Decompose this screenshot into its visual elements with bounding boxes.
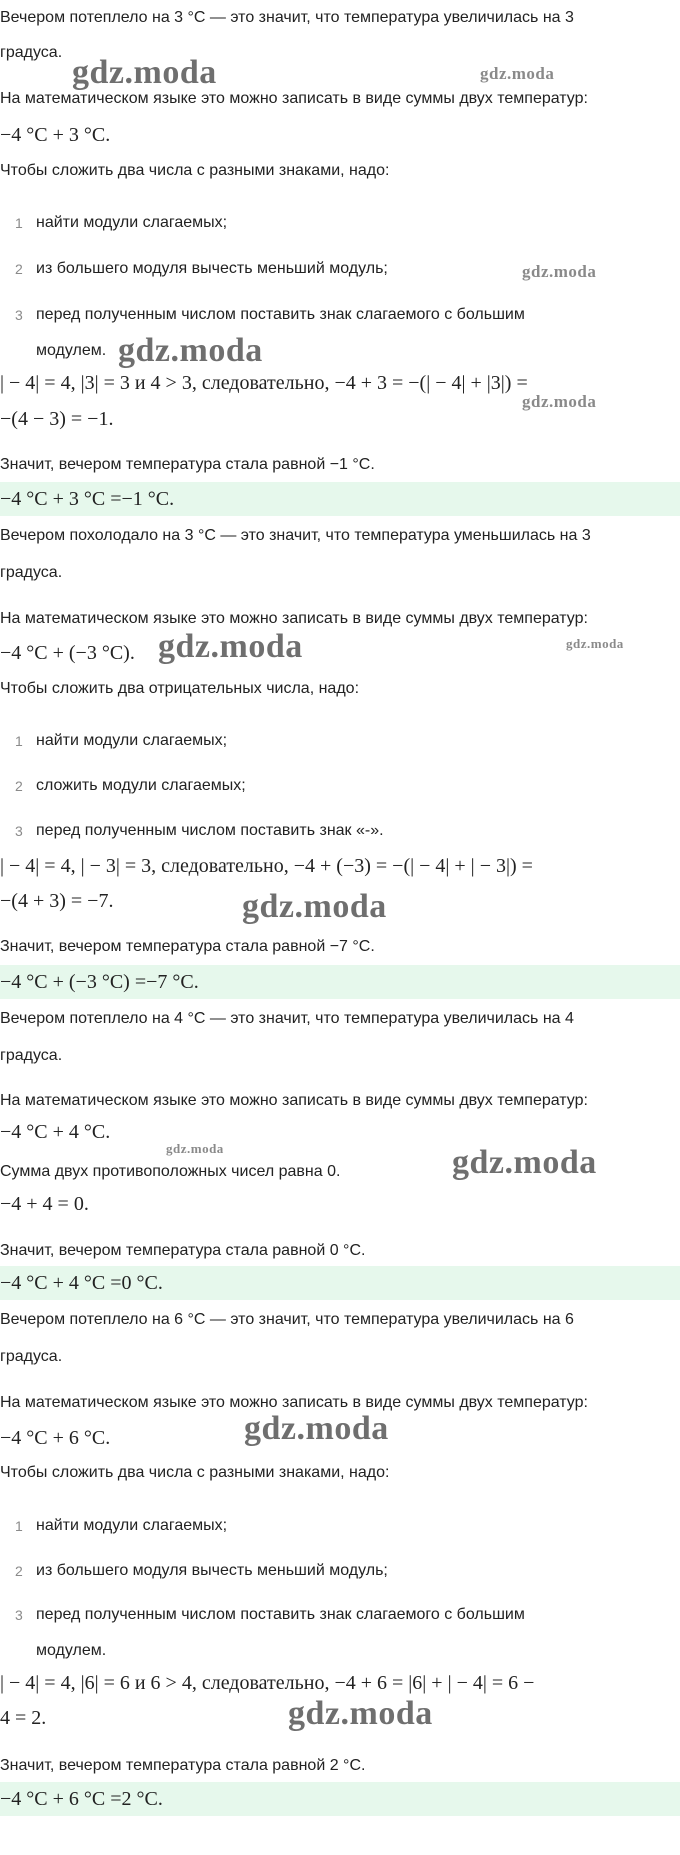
list-number: 2: [15, 778, 23, 794]
calculation-line: | − 4| = 4, | − 3| = 3, следовательно, −4 + (−3) = −(| − 4| + | − 3|) =: [0, 855, 533, 877]
calculation-line: −(4 + 3) = −7.: [0, 890, 114, 912]
math-expression: −4 °C + 4 °C.: [0, 1121, 111, 1143]
watermark: gdz.moda: [452, 1144, 597, 1181]
list-item: перед полученным числом поставить знак слагаемого с большим: [36, 1606, 525, 1623]
watermark: gdz.moda: [244, 1410, 389, 1447]
math-expression: −4 °C + (−3 °C).: [0, 642, 135, 664]
watermark: gdz.moda: [158, 628, 303, 665]
paragraph-weather-change-cont: градуса.: [0, 564, 63, 581]
rule-text: Чтобы сложить два отрицательных числа, надо:: [0, 680, 360, 697]
calculation-line: −4 + 4 = 0.: [0, 1193, 89, 1215]
list-item: найти модули слагаемых;: [36, 214, 228, 231]
answer-highlight: [0, 965, 680, 999]
answer-text: −4 °C + 6 °C =2 °C.: [0, 1788, 163, 1810]
list-item-cont: модулем.: [36, 1642, 107, 1659]
list-number: 3: [15, 1607, 23, 1623]
paragraph-math-sum: На математическом языке это можно записать в виде суммы двух температур:: [0, 610, 588, 627]
answer-highlight: [0, 1266, 680, 1300]
paragraph-math-sum: На математическом языке это можно записать в виде суммы двух температур:: [0, 1394, 588, 1411]
paragraph-weather-change-cont: градуса.: [0, 1348, 63, 1365]
list-item: найти модули слагаемых;: [36, 732, 228, 749]
calculation-line: | − 4| = 4, |3| = 3 и 4 > 3, следовательно, −4 + 3 = −(| − 4| + |3|) =: [0, 372, 528, 394]
paragraph-math-sum: На математическом языке это можно записать в виде суммы двух температур:: [0, 1092, 588, 1109]
paragraph-weather-change-cont: градуса.: [0, 1047, 63, 1064]
list-number: 1: [15, 1518, 23, 1534]
rule-text: Сумма двух противоположных чисел равна 0.: [0, 1163, 341, 1180]
calculation-line: 4 = 2.: [0, 1707, 47, 1729]
paragraph-weather-change: Вечером потеплело на 3 °C — это значит, что температура увеличилась на 3: [0, 9, 574, 26]
paragraph-weather-change: Вечером потеплело на 4 °C — это значит, что температура увеличилась на 4: [0, 1010, 574, 1027]
list-item: найти модули слагаемых;: [36, 1517, 228, 1534]
list-number: 1: [15, 733, 23, 749]
watermark: gdz.moda: [118, 332, 263, 369]
list-number: 1: [15, 215, 23, 231]
watermark: gdz.moda: [288, 1695, 433, 1732]
conclusion-text: Значит, вечером температура стала равной −7 °C.: [0, 938, 375, 955]
list-item: перед полученным числом поставить знак слагаемого с большим: [36, 306, 525, 323]
conclusion-text: Значит, вечером температура стала равной −1 °C.: [0, 456, 375, 473]
conclusion-text: Значит, вечером температура стала равной 2 °C.: [0, 1757, 366, 1774]
list-item: из большего модуля вычесть меньший модуль;: [36, 1562, 388, 1579]
paragraph-weather-change: Вечером похолодало на 3 °C — это значит, что температура уменьшилась на 3: [0, 527, 591, 544]
paragraph-weather-change: Вечером потеплело на 6 °C — это значит, что температура увеличилась на 6: [0, 1311, 574, 1328]
answer-highlight: [0, 1782, 680, 1816]
answer-text: −4 °C + 4 °C =0 °C.: [0, 1272, 163, 1294]
watermark: gdz.moda: [72, 54, 217, 91]
calculation-line: | − 4| = 4, |6| = 6 и 6 > 4, следовательно, −4 + 6 = |6| + | − 4| = 6 −: [0, 1672, 535, 1694]
list-number: 3: [15, 823, 23, 839]
watermark: gdz.moda: [480, 64, 555, 83]
watermark: gdz.moda: [242, 888, 387, 925]
list-item-cont: модулем.: [36, 342, 107, 359]
watermark: gdz.moda: [566, 636, 624, 651]
answer-highlight: [0, 482, 680, 516]
list-item: сложить модули слагаемых;: [36, 777, 246, 794]
rule-text: Чтобы сложить два числа с разными знаками, надо:: [0, 1464, 390, 1481]
list-item: перед полученным числом поставить знак «-».: [36, 822, 384, 839]
answer-text: −4 °C + (−3 °C) =−7 °C.: [0, 971, 199, 993]
answer-text: −4 °C + 3 °C =−1 °C.: [0, 488, 175, 510]
watermark: gdz.moda: [166, 1141, 224, 1156]
math-expression: −4 °C + 3 °C.: [0, 124, 111, 146]
watermark: gdz.moda: [522, 392, 597, 411]
paragraph-weather-change-cont: градуса.: [0, 44, 63, 61]
list-number: 2: [15, 1563, 23, 1579]
conclusion-text: Значит, вечером температура стала равной 0 °C.: [0, 1242, 366, 1259]
list-item: из большего модуля вычесть меньший модуль;: [36, 260, 388, 277]
list-number: 2: [15, 261, 23, 277]
math-expression: −4 °C + 6 °C.: [0, 1427, 111, 1449]
watermark: gdz.moda: [522, 262, 597, 281]
paragraph-math-sum: На математическом языке это можно записать в виде суммы двух температур:: [0, 90, 588, 107]
list-number: 3: [15, 307, 23, 323]
calculation-line: −(4 − 3) = −1.: [0, 408, 114, 430]
rule-text: Чтобы сложить два числа с разными знаками, надо:: [0, 162, 390, 179]
